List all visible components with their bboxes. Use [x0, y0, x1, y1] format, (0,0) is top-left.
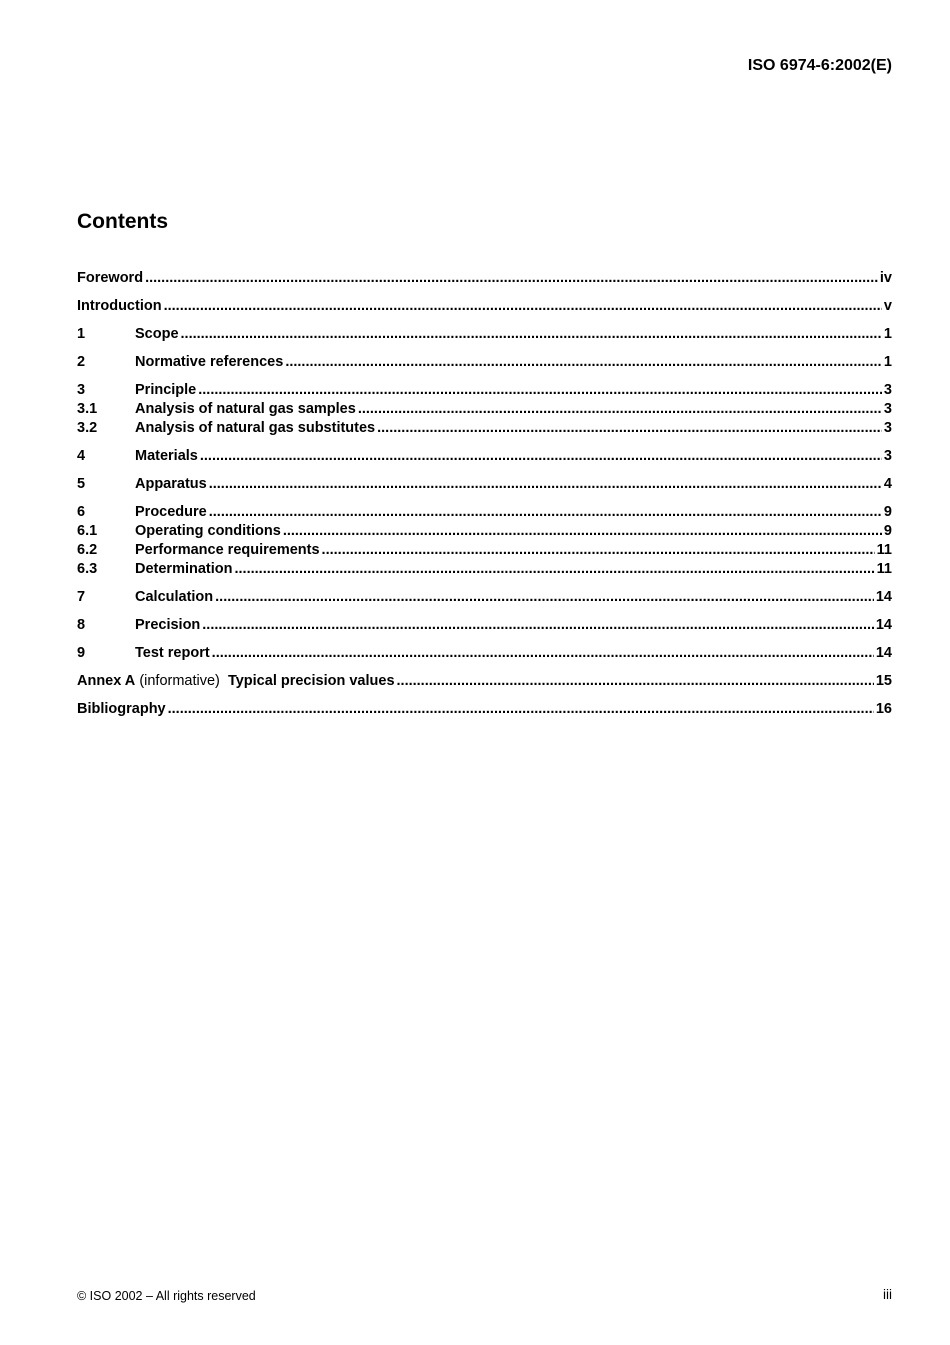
toc-entry-page: 9: [883, 523, 892, 539]
toc-entry-test-report[interactable]: [77, 644, 892, 663]
toc-leader-dots: [200, 447, 882, 466]
toc-entry-label: Introduction: [77, 298, 162, 314]
toc-entry-label: Analysis of natural gas samples: [135, 401, 356, 417]
toc-entry-determination[interactable]: [77, 560, 892, 579]
toc-entry-page: 3: [883, 401, 892, 417]
toc-leader-dots: [285, 353, 882, 372]
annex-note: (informative): [139, 673, 220, 689]
toc-entry-page: 3: [883, 382, 892, 398]
toc-leader-dots: [202, 616, 874, 635]
toc-entry-number: 6.1: [77, 523, 98, 539]
copyright-notice: © ISO 2002 – All rights reserved: [77, 1289, 256, 1303]
toc-leader-dots: [377, 419, 882, 438]
toc-leader-dots: [358, 400, 882, 419]
toc-leader-dots: [283, 522, 882, 541]
toc-entry-page: v: [883, 298, 892, 314]
toc-entry-label: Analysis of natural gas substitutes: [135, 420, 376, 436]
toc-entry-normative-references[interactable]: [77, 353, 892, 372]
toc-entry-number: 5: [77, 476, 86, 492]
toc-leader-dots: [164, 297, 882, 316]
toc-entry-page: 9: [883, 504, 892, 520]
toc-leader-dots: [209, 503, 882, 522]
toc-entry-number: 7: [77, 589, 86, 605]
toc-entry-page: 11: [876, 561, 892, 577]
toc-entry-number: 2: [77, 354, 86, 370]
toc-entry-label: Performance requirements: [135, 542, 320, 558]
toc-entry-label: Materials: [135, 448, 198, 464]
document-code: ISO 6974-6:2002(E): [747, 57, 892, 74]
toc-leader-dots: [168, 700, 874, 719]
toc-entry-page: 11: [876, 542, 892, 558]
toc-entry-principle[interactable]: [77, 381, 892, 400]
annex-designation: Annex A: [77, 673, 136, 689]
toc-entry-page: 14: [875, 645, 892, 661]
toc-leader-dots: [181, 325, 882, 344]
toc-entry-label: Determination: [135, 561, 233, 577]
toc-entry-foreword[interactable]: [77, 269, 892, 288]
toc-entry-number: 9: [77, 645, 86, 661]
toc-leader-dots: [145, 269, 878, 288]
toc-entry-number: 3: [77, 382, 86, 398]
toc-entry-scope[interactable]: [77, 325, 892, 344]
toc-entry-page: 3: [883, 420, 892, 436]
toc-entry-label: Operating conditions: [135, 523, 281, 539]
toc-entry-number: 3.1: [77, 401, 98, 417]
toc-leader-dots: [212, 644, 874, 663]
toc-entry-annex-a[interactable]: [77, 672, 892, 691]
page-title: Contents: [77, 210, 168, 233]
toc-entry-bibliography[interactable]: [77, 700, 892, 719]
toc-entry-label: Foreword: [77, 270, 144, 286]
toc-entry-page: 14: [875, 589, 892, 605]
annex-title: Typical precision values: [227, 673, 395, 689]
toc-entry-page: 1: [883, 326, 892, 342]
toc-leader-dots: [198, 381, 882, 400]
toc-entry-performance-requirements[interactable]: [77, 541, 892, 560]
toc-entry-page: 4: [883, 476, 892, 492]
toc-entry-label: Apparatus: [135, 476, 207, 492]
toc-entry-label: Calculation: [135, 589, 214, 605]
toc-leader-dots: [397, 672, 874, 691]
toc-entry-label: Procedure: [135, 504, 207, 520]
toc-leader-dots: [235, 560, 875, 579]
toc-entry-page: 15: [875, 673, 892, 689]
toc-entry-page: 16: [875, 701, 892, 717]
toc-leader-dots: [215, 588, 874, 607]
toc-entry-label: [77, 672, 395, 691]
toc-entry-label: Test report: [135, 645, 210, 661]
toc-entry-label: Principle: [135, 382, 197, 398]
toc-entry-operating-conditions[interactable]: [77, 522, 892, 541]
toc-entry-number: 6.3: [77, 561, 98, 577]
toc-entry-materials[interactable]: [77, 447, 892, 466]
toc-entry-number: 3.2: [77, 420, 98, 436]
toc-entry-number: 1: [77, 326, 86, 342]
toc-entry-number: 8: [77, 617, 86, 633]
toc-entry-page: iv: [879, 270, 892, 286]
toc-entry-page: 14: [875, 617, 892, 633]
toc-entry-number: 4: [77, 448, 86, 464]
toc-entry-label: Bibliography: [77, 701, 166, 717]
toc-entry-page: 3: [883, 448, 892, 464]
toc-entry-analysis-natural-gas-samples[interactable]: [77, 400, 892, 419]
toc-entry-label: Scope: [135, 326, 179, 342]
toc-entry-introduction[interactable]: [77, 297, 892, 316]
toc-leader-dots: [209, 475, 882, 494]
toc-entry-precision[interactable]: [77, 616, 892, 635]
toc-entry-procedure[interactable]: [77, 503, 892, 522]
table-of-contents: [77, 269, 892, 719]
toc-entry-number: 6.2: [77, 542, 98, 558]
toc-entry-number: 6: [77, 504, 86, 520]
toc-entry-calculation[interactable]: [77, 588, 892, 607]
toc-entry-page: 1: [883, 354, 892, 370]
page-number: iii: [883, 1287, 892, 1302]
toc-leader-dots: [322, 541, 875, 560]
toc-entry-label: Normative references: [135, 354, 284, 370]
toc-entry-label: Precision: [135, 617, 201, 633]
toc-entry-analysis-natural-gas-substitutes[interactable]: [77, 419, 892, 438]
toc-entry-apparatus[interactable]: [77, 475, 892, 494]
